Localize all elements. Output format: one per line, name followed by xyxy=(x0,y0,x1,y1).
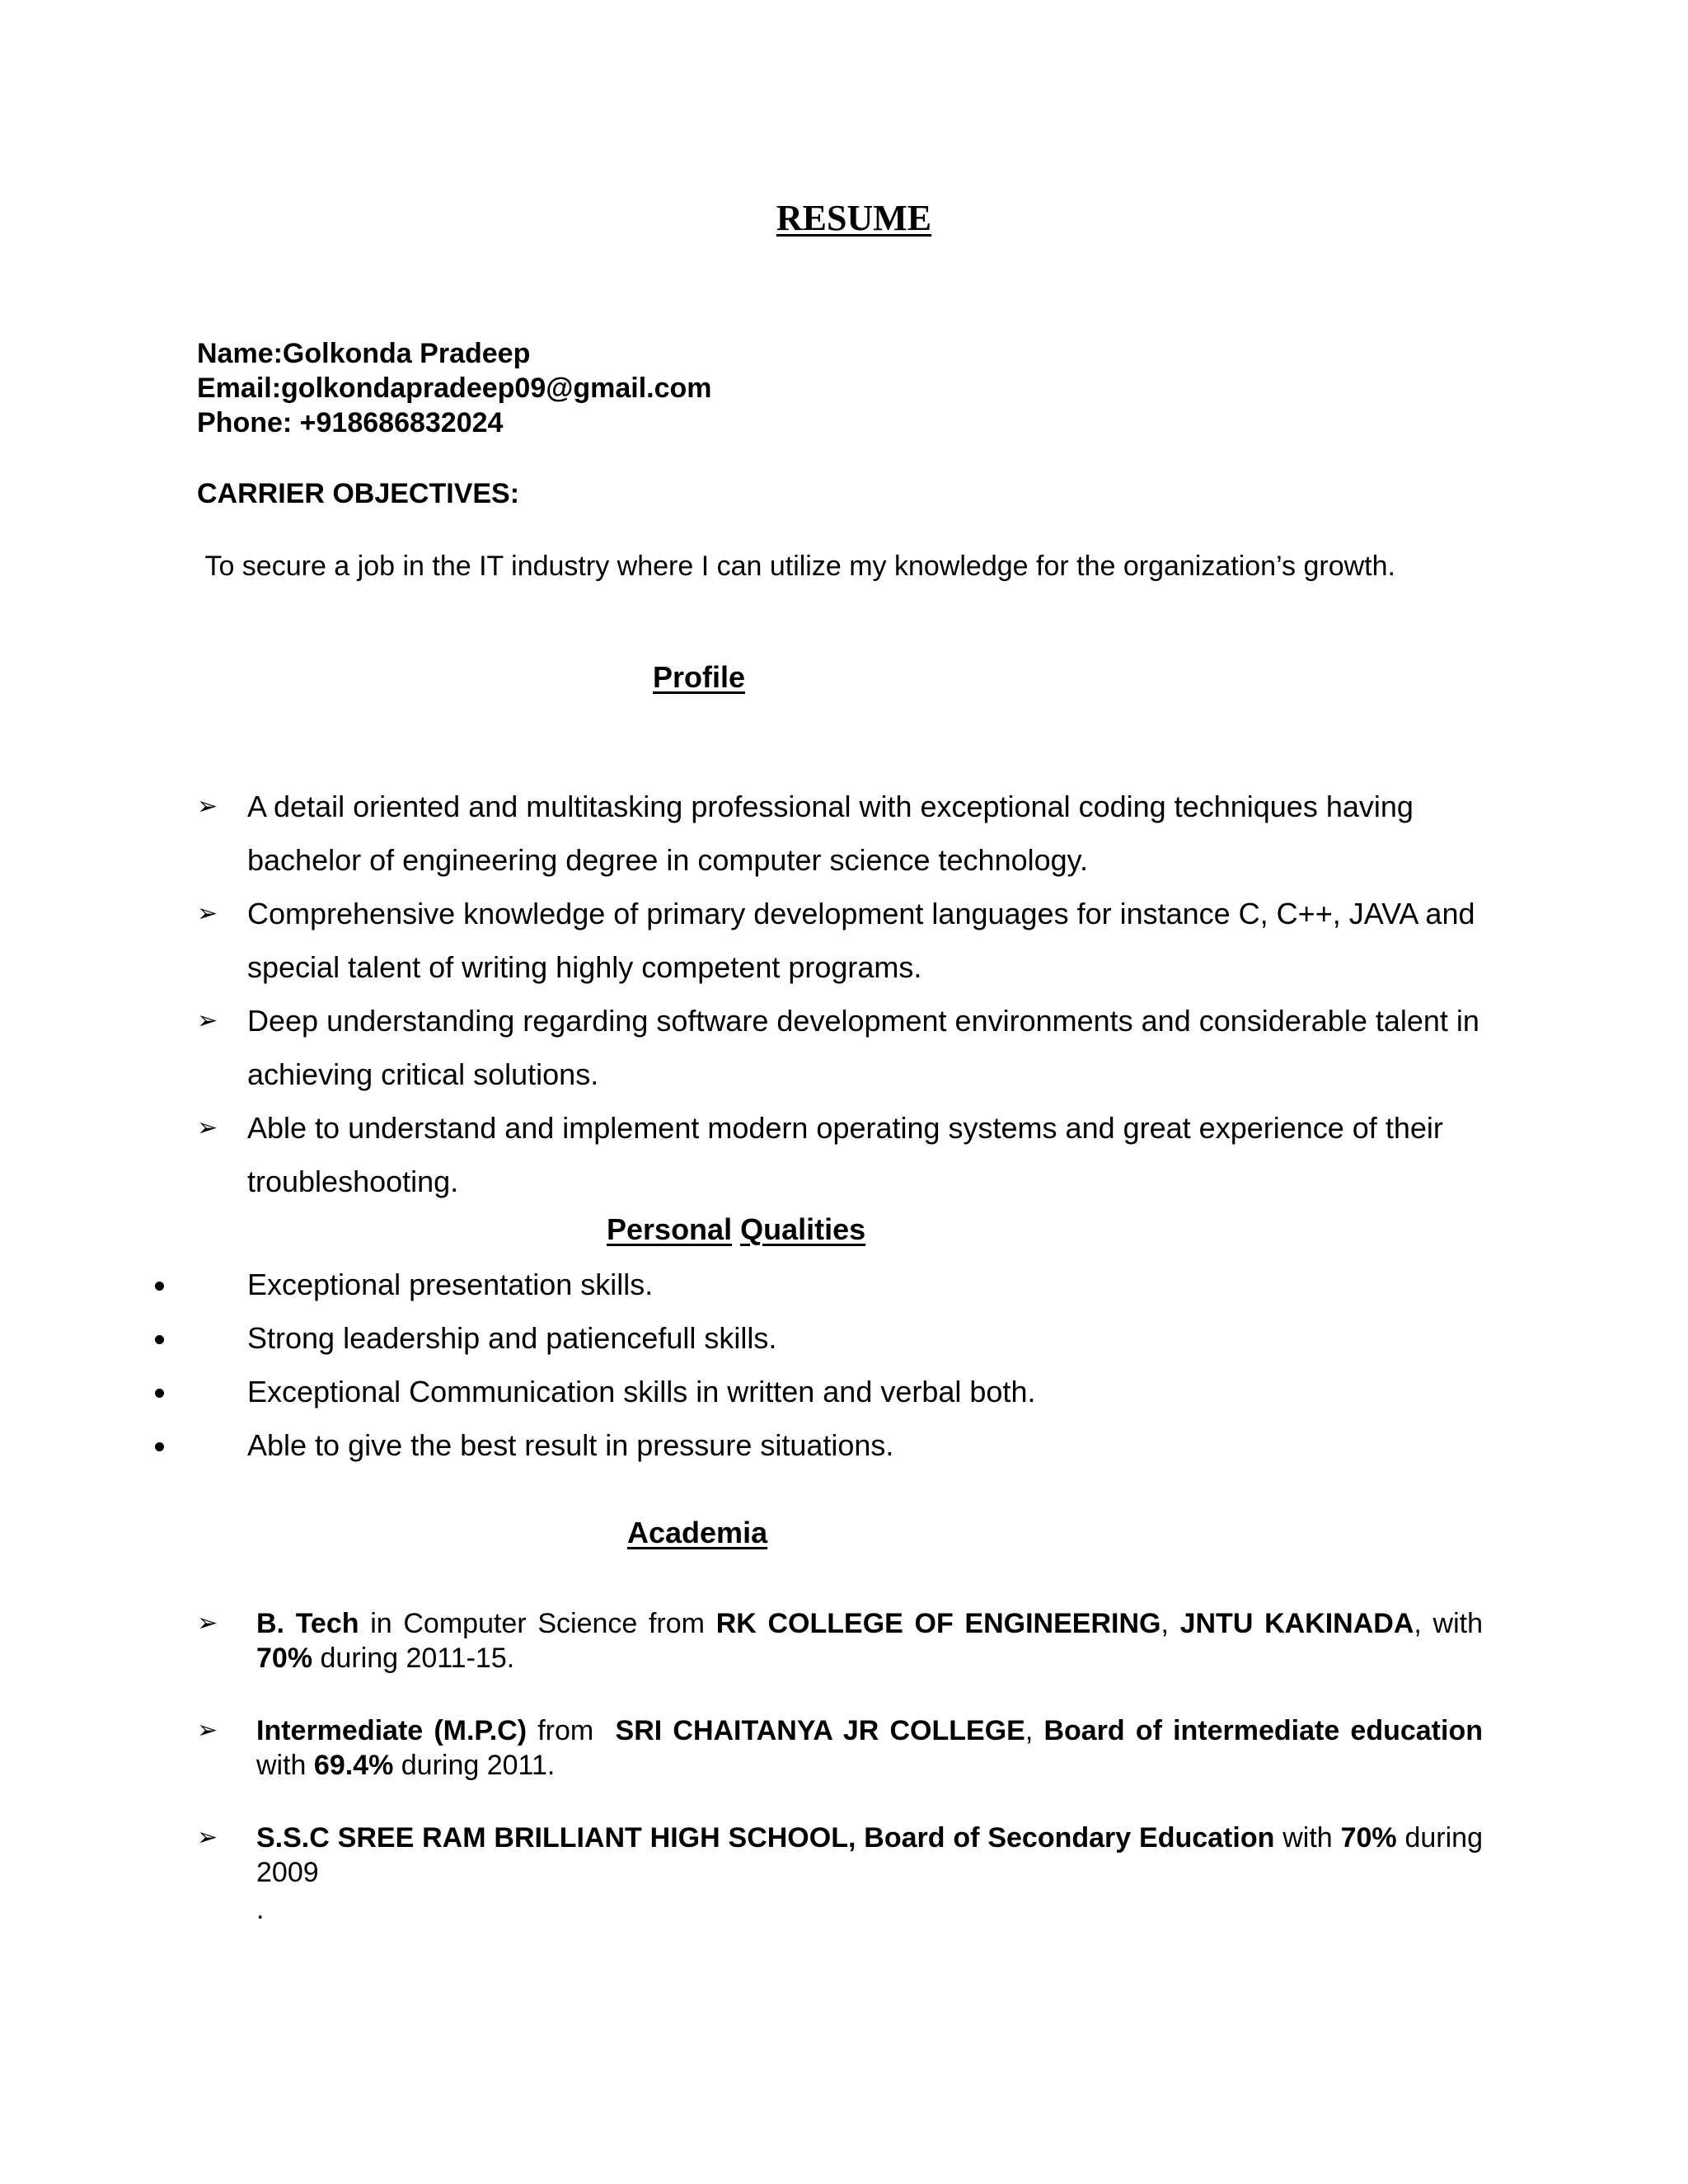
arrow-bullet-icon: ➢ xyxy=(197,1113,218,1142)
objectives-text: To secure a job in the IT industry where I can utilize my knowledge for the organization’s growth. xyxy=(197,551,1395,582)
profile-heading: Profile xyxy=(653,660,746,694)
contact-email: Email:golkondapradeep09@gmail.com xyxy=(197,373,712,404)
dot-bullet-icon xyxy=(155,1282,164,1291)
contact-phone: Phone: +918686832024 xyxy=(197,407,504,438)
education-ssc: ➢ S.S.C SREE RAM BRILLIANT HIGH SCHOOL, Board of Secondary Education with 70% during 2009 xyxy=(197,1822,1483,1888)
list-item: ➢ Comprehensive knowledge of primary development languages for instance C, C++, JAVA and special talent of writing highly competent programs. xyxy=(197,887,1483,994)
dot-bullet-icon xyxy=(155,1389,164,1398)
dot-bullet-icon xyxy=(155,1442,164,1451)
arrow-bullet-icon: ➢ xyxy=(197,792,218,821)
contact-block xyxy=(197,336,712,440)
list-item: Able to give the best result in pressure situations. xyxy=(0,1418,1484,1472)
profile-list xyxy=(197,780,1483,1208)
arrow-bullet-icon: ➢ xyxy=(197,1823,218,1852)
page-title: RESUME xyxy=(776,198,932,238)
list-item: ➢ A detail oriented and multitasking professional with exceptional coding techniques having bachelor of engineering degree in computer science technology. xyxy=(197,780,1483,887)
arrow-bullet-icon: ➢ xyxy=(197,1006,218,1035)
list-item: Strong leadership and patiencefull skills. xyxy=(0,1311,1484,1365)
arrow-bullet-icon: ➢ xyxy=(197,1716,218,1745)
list-item: Exceptional Communication skills in written and verbal both. xyxy=(0,1365,1484,1418)
academia-list xyxy=(197,1606,1483,1928)
qualities-list xyxy=(0,1258,1484,1472)
education-btech: ➢ B. Tech in Computer Science from RK COLLEGE OF ENGINEERING, JNTU KAKINADA, with 70% during 2011-15. xyxy=(197,1608,1483,1674)
education-intermediate: ➢ Intermediate (M.P.C) from SRI CHAITANYA JR COLLEGE, Board of intermediate education with 69.4% during 2011. xyxy=(197,1715,1483,1781)
dot-bullet-icon xyxy=(155,1335,164,1344)
list-item: ➢ Able to understand and implement modern operating systems and great experience of their troubleshooting. xyxy=(197,1101,1483,1208)
academia-heading: Academia xyxy=(627,1516,768,1549)
arrow-bullet-icon: ➢ xyxy=(197,899,218,928)
list-item: Exceptional presentation skills. xyxy=(0,1258,1484,1311)
objectives-heading: CARRIER OBJECTIVES: xyxy=(197,478,520,509)
trailing-period: . xyxy=(256,1894,265,1925)
list-item: ➢ Deep understanding regarding software development environments and considerable talent in achieving critical solutions. xyxy=(197,994,1483,1101)
arrow-bullet-icon: ➢ xyxy=(197,1609,218,1638)
qualities-heading: Personal Qualities xyxy=(607,1212,866,1246)
contact-name: Name:Golkonda Pradeep xyxy=(197,338,531,369)
